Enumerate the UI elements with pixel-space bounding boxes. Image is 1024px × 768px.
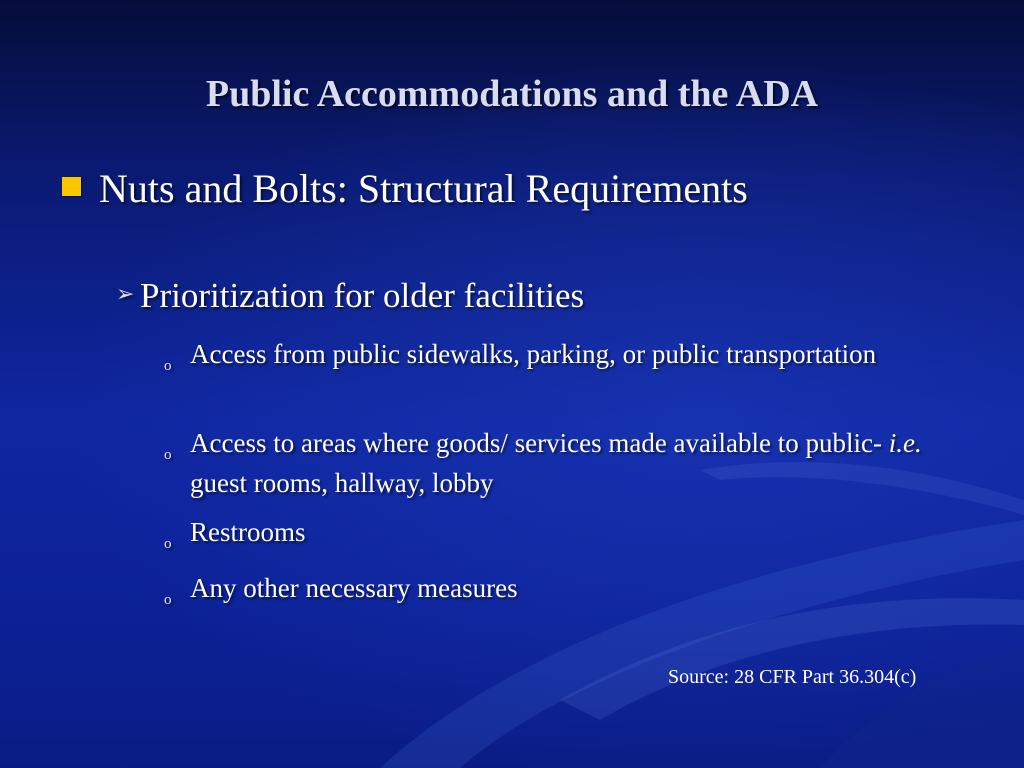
slide-title: Public Accommodations and the ADA bbox=[205, 73, 819, 115]
bullet-level1 bbox=[62, 165, 748, 212]
bullet-level2 bbox=[116, 276, 584, 316]
bullet-level3-item bbox=[164, 423, 964, 503]
circle-bullet-icon: o bbox=[164, 536, 172, 552]
source-citation: Source: 28 CFR Part 36.304(c) bbox=[668, 666, 917, 688]
bullet-level2-text: Prioritization for older facilities bbox=[140, 276, 585, 315]
bullet-level3-text: Restrooms bbox=[190, 517, 306, 547]
bullet-level3-text bbox=[190, 423, 964, 503]
circle-bullet-icon: o bbox=[164, 358, 172, 374]
bullet-level3-item bbox=[164, 568, 964, 608]
bullet-level3-text: Any other necessary measures bbox=[190, 573, 518, 603]
circle-bullet-icon: o bbox=[164, 447, 172, 463]
bullet-level3-item bbox=[164, 334, 964, 374]
bullet-level3-text: Access from public sidewalks, parking, or public transportation bbox=[190, 339, 877, 369]
text-segment: Access to areas where goods/ services made available to public- bbox=[190, 428, 889, 458]
bullet-level3-item bbox=[164, 512, 964, 552]
square-bullet-icon bbox=[62, 177, 81, 196]
bullet-level1-text: Nuts and Bolts: Structural Requirements bbox=[99, 166, 748, 211]
arrow-bullet-icon: ➢ bbox=[116, 281, 135, 306]
italic-abbreviation: i.e. bbox=[888, 428, 922, 458]
text-segment: guest rooms, hallway, lobby bbox=[190, 468, 494, 498]
circle-bullet-icon: o bbox=[164, 592, 172, 608]
